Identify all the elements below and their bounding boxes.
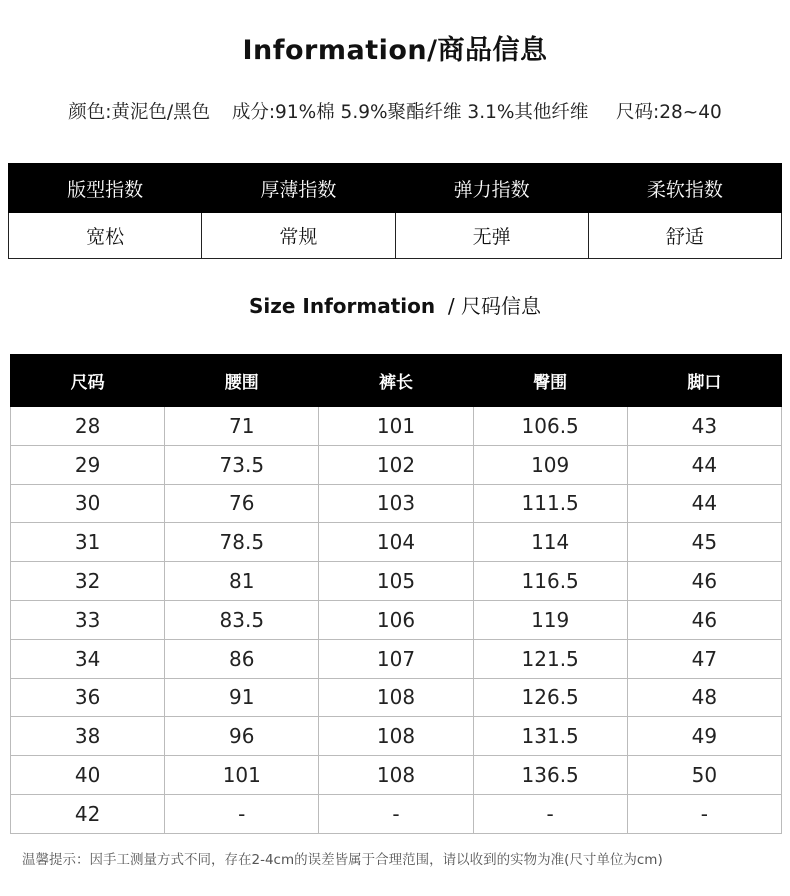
table-cell: 43 <box>627 407 781 446</box>
index-value-elasticity: 无弹 <box>395 213 588 259</box>
index-table-row <box>9 213 782 259</box>
table-row <box>11 445 782 484</box>
table-cell: 96 <box>165 717 319 756</box>
index-header-elasticity: 弹力指数 <box>395 164 588 213</box>
size-header-size: 尺码 <box>11 355 165 407</box>
table-cell: 105 <box>319 562 473 601</box>
table-cell: 126.5 <box>473 678 627 717</box>
table-row <box>11 484 782 523</box>
table-cell: 114 <box>473 523 627 562</box>
size-header-length: 裤长 <box>319 355 473 407</box>
table-cell: - <box>319 794 473 833</box>
table-cell: 111.5 <box>473 484 627 523</box>
table-cell: - <box>473 794 627 833</box>
table-cell: 73.5 <box>165 445 319 484</box>
table-cell: 109 <box>473 445 627 484</box>
table-cell: 42 <box>11 794 165 833</box>
table-cell: 47 <box>627 639 781 678</box>
table-row <box>11 678 782 717</box>
table-cell: 32 <box>11 562 165 601</box>
table-cell: 28 <box>11 407 165 446</box>
table-row <box>11 717 782 756</box>
table-cell: 91 <box>165 678 319 717</box>
measurement-note: 温馨提示：因手工测量方式不同，存在2-4cm的误差皆属于合理范围，请以收到的实物为准(尺寸单位为cm) <box>22 852 663 868</box>
table-cell: 29 <box>11 445 165 484</box>
table-cell: 116.5 <box>473 562 627 601</box>
size-header-hem: 脚口 <box>627 355 781 407</box>
size-table-header <box>11 355 782 407</box>
size-title-en: Size Information <box>249 294 436 318</box>
table-cell: 83.5 <box>165 600 319 639</box>
table-cell: 104 <box>319 523 473 562</box>
table-cell: 108 <box>319 678 473 717</box>
size-table-body <box>11 407 782 834</box>
table-cell: 102 <box>319 445 473 484</box>
table-cell: 34 <box>11 639 165 678</box>
table-cell: 36 <box>11 678 165 717</box>
table-cell: 106 <box>319 600 473 639</box>
table-cell: 103 <box>319 484 473 523</box>
table-cell: 119 <box>473 600 627 639</box>
size-section-title <box>0 290 790 319</box>
size-title-cn: / 尺码信息 <box>447 294 541 318</box>
table-cell: 81 <box>165 562 319 601</box>
index-header-thickness: 厚薄指数 <box>202 164 395 213</box>
table-cell: 45 <box>627 523 781 562</box>
table-row <box>11 639 782 678</box>
table-cell: 136.5 <box>473 756 627 795</box>
table-cell: 46 <box>627 600 781 639</box>
size-table <box>10 354 782 834</box>
table-cell: 78.5 <box>165 523 319 562</box>
index-table <box>8 163 782 259</box>
table-cell: 33 <box>11 600 165 639</box>
table-row <box>11 562 782 601</box>
index-header-softness: 柔软指数 <box>588 164 781 213</box>
table-cell: - <box>627 794 781 833</box>
table-cell: 108 <box>319 756 473 795</box>
index-value-softness: 舒适 <box>588 213 781 259</box>
table-cell: 40 <box>11 756 165 795</box>
table-cell: 30 <box>11 484 165 523</box>
table-cell: 44 <box>627 445 781 484</box>
table-cell: - <box>165 794 319 833</box>
table-cell: 121.5 <box>473 639 627 678</box>
size-range-info: 尺码:28~40 <box>615 102 722 123</box>
table-cell: 71 <box>165 407 319 446</box>
table-cell: 49 <box>627 717 781 756</box>
color-info: 颜色:黄泥色/黑色 <box>68 102 211 123</box>
table-row <box>11 794 782 833</box>
table-cell: 48 <box>627 678 781 717</box>
index-value-fit: 宽松 <box>9 213 202 259</box>
index-table-header <box>9 164 782 213</box>
table-cell: 38 <box>11 717 165 756</box>
page-title: Information/商品信息 <box>242 35 548 66</box>
table-cell: 44 <box>627 484 781 523</box>
composition-info: 成分:91%棉 5.9%聚酯纤维 3.1%其他纤维 <box>231 102 589 123</box>
table-cell: 101 <box>165 756 319 795</box>
table-cell: 108 <box>319 717 473 756</box>
product-attributes <box>0 98 790 124</box>
size-header-hip: 臀围 <box>473 355 627 407</box>
index-value-thickness: 常规 <box>202 213 395 259</box>
table-cell: 131.5 <box>473 717 627 756</box>
table-row <box>11 523 782 562</box>
table-cell: 107 <box>319 639 473 678</box>
table-cell: 86 <box>165 639 319 678</box>
table-cell: 106.5 <box>473 407 627 446</box>
size-header-waist: 腰围 <box>165 355 319 407</box>
table-row <box>11 407 782 446</box>
table-cell: 46 <box>627 562 781 601</box>
table-row <box>11 756 782 795</box>
table-cell: 50 <box>627 756 781 795</box>
table-cell: 101 <box>319 407 473 446</box>
table-cell: 31 <box>11 523 165 562</box>
table-row <box>11 600 782 639</box>
index-header-fit: 版型指数 <box>9 164 202 213</box>
table-cell: 76 <box>165 484 319 523</box>
